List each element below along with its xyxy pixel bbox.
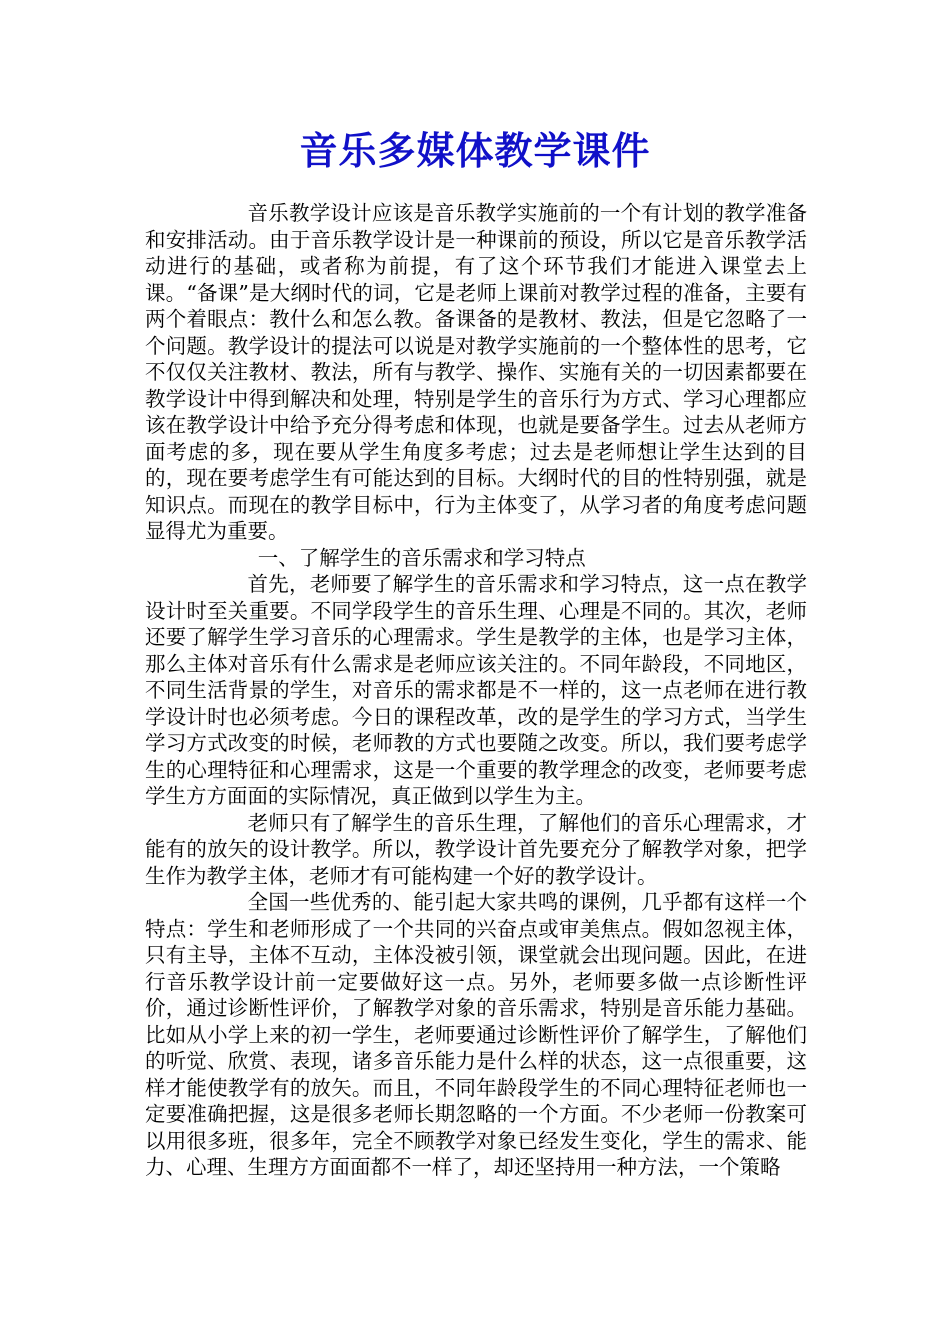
- section-heading: 一、了解学生的音乐需求和学习特点: [257, 545, 586, 570]
- paragraph-first: 首先，老师要了解学生的音乐需求和学习特点，这一点在教学设计时至关重要。不同学段学生的音乐生理、心理是不同的。其次，老师还要了解学生学习音乐的心理需求。学生是教学的主体，也是学习主体，那么主体对音乐有什么需求是老师应该关注的。不同年龄段，不同地区，不同生活背景的学生，对音乐的需求都是不一样的，这一点老师在进行教学设计时也必须考虑。今日的课程改革，改的是学生的学习方式，当学生学习方式改变的时候，老师教的方式也要随之改变。所以，我们要考虑学生的心理特征和心理需求，这是一个重要的教学理念的改变，老师要考虑学生方方面面的实际情况，真正做到以学生为主。: [145, 572, 807, 808]
- paragraph-third: 全国一些优秀的、能引起大家共鸣的课例，几乎都有这样一个特点：学生和老师形成了一个共同的兴奋点或审美焦点。假如忽视主体，只有主导，主体不互动，主体没被引领，课堂就会出现问题。因此，在进行音乐教学设计前一定要做好这一点。另外，老师要多做一点诊断性评价，通过诊断性评价，了解教学对象的音乐需求，特别是音乐能力基础。比如从小学上来的初一学生，老师要通过诊断性评价了解学生，了解他们的听觉、欣赏、表现，诸多音乐能力是什么样的状态，这一点很重要，这样才能使教学有的放矢。而且，不同年龄段学生的不同心理特征老师也一定要准确把握，这是很多老师长期忽略的一个方面。不少老师一份教案可以用很多班，很多年，完全不顾教学对象已经发生变化，学生的需求、能力、心理、生理方方面面都不一样了，却还坚持用一种方法，一个策略: [145, 890, 807, 1179]
- paragraph-second: 老师只有了解学生的音乐生理，了解他们的音乐心理需求，才能有的放矢的设计教学。所以，教学设计首先要充分了解教学对象，把学生作为教学主体，老师才有可能构建一个好的教学设计。: [145, 810, 807, 888]
- document-title: 音乐多媒体教学课件: [299, 128, 651, 173]
- paragraph-intro: 音乐教学设计应该是音乐教学实施前的一个有计划的教学准备和安排活动。由于音乐教学设计是一种课前的预设，所以它是音乐教学活动进行的基础，或者称为前提，有了这个环节我们才能进入课堂去上课。“备课”是大纲时代的词，它是老师上课前对教学过程的准备，主要有两个着眼点：教什么和怎么教。备课备的是教材、教法，但是它忽略了一个问题。教学设计的提法可以说是对教学实施前的一个整体性的思考，它不仅仅关注教材、教法，所有与教学、操作、实施有关的一切因素都要在教学设计中得到解决和处理，特别是学生的音乐行为方式、学习心理都应该在教学设计中给予充分得考虑和体现，也就是要备学生。过去从老师方面考虑的多，现在要从学生角度多考虑；过去是老师想让学生达到的目的，现在要考虑学生有可能达到的目标。大纲时代的目的性特别强，就是知识点。而现在的教学目标中，行为主体变了，从学习者的角度考虑问题显得尤为重要。: [145, 201, 807, 543]
- document-body: [145, 200, 807, 1181]
